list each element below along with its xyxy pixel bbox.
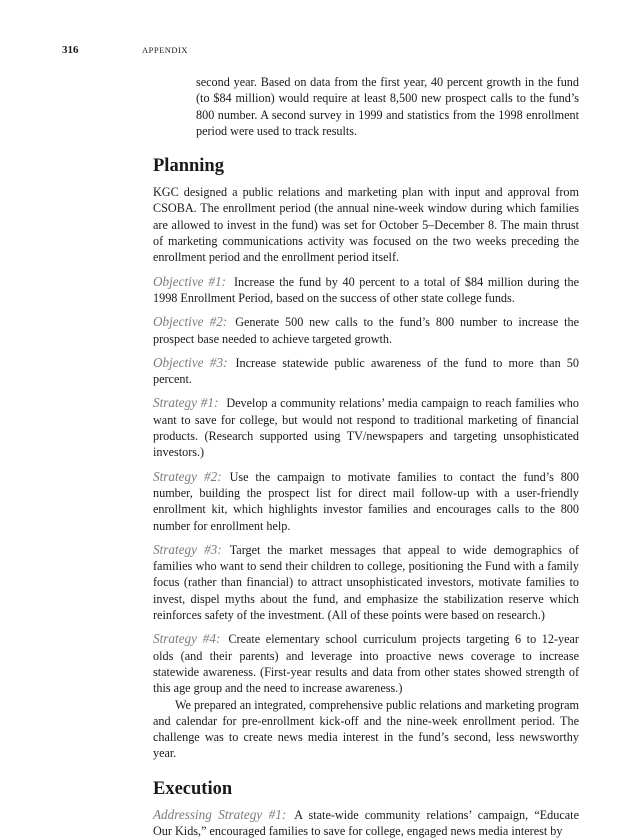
execution-text: A state-wide community relations’ campaign, “Educate Our Kids,” encouraged families to save for college, engaged news media interest by (153, 807, 579, 838)
page-header (62, 44, 602, 58)
execution-heading: Execution (153, 778, 233, 799)
planning-heading: Planning (153, 156, 224, 177)
objective-3-text: Increase statewide public awareness of the fund to more than 50 percent. (153, 355, 579, 387)
running-head: APPENDIX (142, 45, 189, 55)
strategy-4-label: Strategy #4: (153, 631, 221, 647)
objective-2-label: Objective #2: (153, 314, 228, 330)
page-number: 316 (62, 44, 79, 56)
strategy-4-text: Create elementary school curriculum projects targeting 6 to 12-year olds (and their parents) and leverage into proactive news coverage to increase statewide awareness. (First-year results and data from other states showed strength of this age group and the need to increase awareness.) (153, 632, 579, 696)
objective-2 (153, 314, 579, 347)
strategy-3-text: Target the market messages that appeal to wide demographics of families who want to send their children to college, positioning the Fund with a family focus (rather than financial) to attract unsophisticated investors, motivate families to invest, dispel myths about the fund, and emphasize the stabilization reserve which reinforces safety of the investment. (All of these points were based on research.) (153, 542, 579, 623)
objective-1-text: Increase the fund by 40 percent to a total of $84 million during the 1998 Enrollment Period, based on the success of other state college funds. (153, 274, 579, 305)
objective-3-label: Objective #3: (153, 354, 228, 370)
objective-3 (153, 355, 579, 388)
page-body (153, 74, 579, 839)
strategy-1 (153, 395, 579, 460)
execution-label: Addressing Strategy #1: (153, 806, 287, 822)
strategy-2 (153, 469, 579, 534)
strategy-3 (153, 542, 579, 623)
execution-paragraph (153, 807, 579, 839)
objective-2-text: Generate 500 new calls to the fund’s 800 number to increase the prospect base needed to achieve targeted growth. (153, 315, 579, 346)
strategy-2-label: Strategy #2: (153, 468, 222, 484)
objective-1 (153, 274, 579, 307)
strategy-4 (153, 631, 579, 696)
objective-1-label: Objective #1: (153, 273, 226, 289)
planning-intro: KGC designed a public relations and marketing plan with input and approval from CSOBA. The enrollment period (the annual nine-week window during which families are allowed to invest in the fund) was set for October 5–December 8. The main thrust of marketing communications activity was focused on the two weeks preceding the enrollment period and the enrollment period itself. (153, 185, 579, 265)
planning-closing: We prepared an integrated, comprehensive public relations and marketing program and calendar for pre-enrollment kick-off and the nine-week enrollment period. The challenge was to create news media interest in the fund’s second, less newsworthy year. (153, 697, 579, 761)
strategy-2-text: Use the campaign to motivate families to contact the fund’s 800 number, building the prospect list for direct mail follow-up with a user-friendly enrollment kit, which highlights investor families and encourages calls to the 800 number for enrollment help. (153, 469, 579, 533)
continuation-paragraph: second year. Based on data from the first year, 40 percent growth in the fund (to $84 million) would require at least 8,500 new prospect calls to the fund’s 800 number. A second survey in 1999 and statistics from the 1998 enrollment period were used to track results. (196, 75, 579, 138)
strategy-1-text: Develop a community relations’ media campaign to reach families who want to save for college, but would not respond to traditional marketing of financial products. (Research supported using TV/newspapers and targeting unsophisticated investors.) (153, 396, 579, 460)
strategy-1-label: Strategy #1: (153, 395, 219, 411)
strategy-3-label: Strategy #3: (153, 541, 222, 557)
